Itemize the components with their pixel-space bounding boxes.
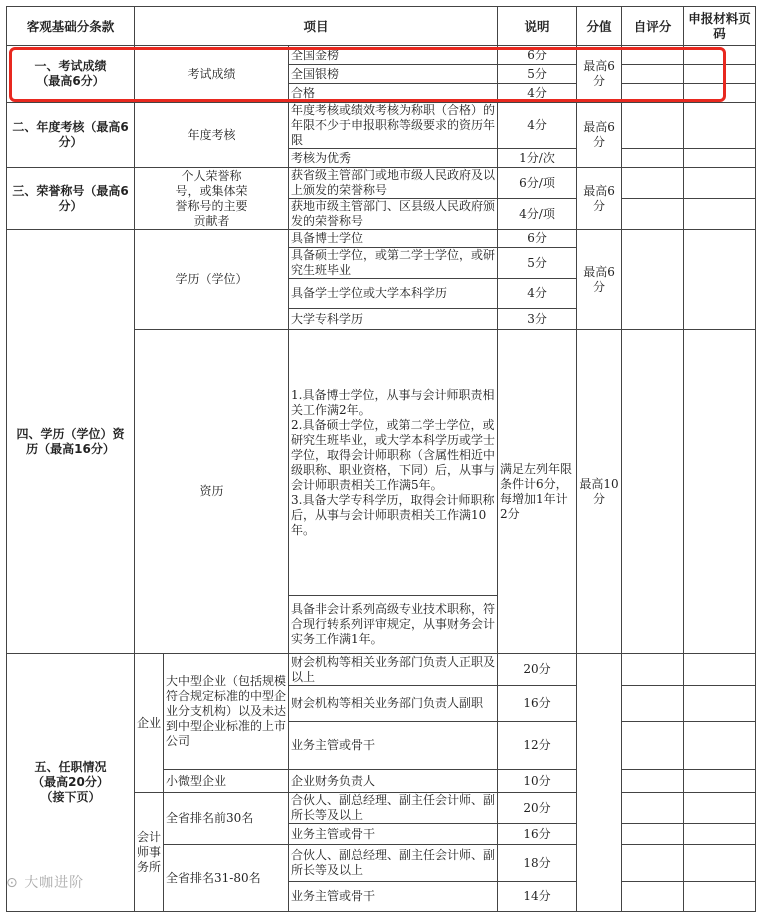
section-1-title: 一、考试成绩 （最高6分） xyxy=(7,46,135,103)
page-number-cell[interactable] xyxy=(684,845,756,882)
section-2-max: 最高6 分 xyxy=(577,103,622,168)
education-max: 最高6 分 xyxy=(577,230,622,330)
item-label: 获地市级主管部门、区县级人民政府颁发的荣誉称号 xyxy=(289,199,498,230)
item-score: 18分 xyxy=(498,845,577,882)
item-score: 20分 xyxy=(498,654,577,686)
item-label: 年度考核或绩效考核为称职（合格）的年限不少于申报职称等级要求的资历年限 xyxy=(289,103,498,149)
section-1-subtitle: 考试成绩 xyxy=(135,46,289,103)
item-label: 业务主管或骨干 xyxy=(289,824,498,845)
page-number-cell[interactable] xyxy=(684,330,756,654)
header-self-score: 自评分 xyxy=(622,7,684,46)
self-score-cell[interactable] xyxy=(622,824,684,845)
item-label: 获省级主管部门或地市级人民政府及以上颁发的荣誉称号 xyxy=(289,168,498,199)
item-label: 业务主管或骨干 xyxy=(289,882,498,912)
self-score-cell[interactable] xyxy=(622,46,684,65)
page-number-cell[interactable] xyxy=(684,230,756,330)
self-score-cell[interactable] xyxy=(622,845,684,882)
self-score-cell[interactable] xyxy=(622,686,684,722)
page-number-cell[interactable] xyxy=(684,686,756,722)
item-label: 大学专科学历 xyxy=(289,309,498,330)
page-number-cell[interactable] xyxy=(684,103,756,149)
section-3-title: 三、荣誉称号（最高6 分） xyxy=(7,168,135,230)
header-item: 项目 xyxy=(135,7,498,46)
page-number-cell[interactable] xyxy=(684,84,756,103)
item-label: 合伙人、副总经理、副主任会计师、副所长等及以上 xyxy=(289,793,498,824)
self-score-cell[interactable] xyxy=(622,330,684,654)
accounting-firm-label: 会计 师事 务所 xyxy=(135,793,164,912)
self-score-cell[interactable] xyxy=(622,84,684,103)
item-label: 具备博士学位 xyxy=(289,230,498,248)
page-number-cell[interactable] xyxy=(684,882,756,912)
item-score: 3分 xyxy=(498,309,577,330)
item-score: 1分/次 xyxy=(498,149,577,168)
experience-max: 最高10 分 xyxy=(577,330,622,654)
section-3-max: 最高6 分 xyxy=(577,168,622,230)
table-row xyxy=(7,654,756,686)
self-score-cell[interactable] xyxy=(622,230,684,330)
experience-conditions: 1.具备博士学位，从事与会计师职责相关工作满2年。 2.具备硕士学位，或第二学士学位，或研究生班毕业，或大学本科学历或学士学位，取得会计师职称（含属性相近中级职称、职业资格，下同）后，从事与会计师职责相关工作满5年。 3.具备大学专科学历，取得会计师职称后，从事与会计师职责相关工作满10年。 xyxy=(289,330,498,596)
section-5-max xyxy=(577,654,622,912)
item-score: 4分/项 xyxy=(498,199,577,230)
item-score: 12分 xyxy=(498,722,577,770)
item-label: 具备硕士学位，或第二学士学位，或研究生班毕业 xyxy=(289,248,498,279)
firm-31-80-desc: 全省排名31-80名 xyxy=(164,845,289,912)
experience-desc: 满足左列年限条件计6分，每增加1年计2分 xyxy=(498,330,577,654)
item-score: 6分 xyxy=(498,46,577,65)
item-score: 16分 xyxy=(498,824,577,845)
item-label: 全国金榜 xyxy=(289,46,498,65)
section-3-subtitle: 个人荣誉称 号，或集体荣 誉称号的主要 贡献者 xyxy=(135,168,289,230)
header-clause: 客观基础分条款 xyxy=(7,7,135,46)
enterprise-label: 企业 xyxy=(135,654,164,793)
self-score-cell[interactable] xyxy=(622,199,684,230)
table-row xyxy=(7,230,756,248)
item-label: 具备学士学位或大学本科学历 xyxy=(289,279,498,309)
item-score: 5分 xyxy=(498,248,577,279)
header-score: 分值 xyxy=(577,7,622,46)
page-number-cell[interactable] xyxy=(684,770,756,793)
watermark-logo-icon: ⊙ xyxy=(6,875,25,891)
item-score: 10分 xyxy=(498,770,577,793)
section-1-max: 最高6 分 xyxy=(577,46,622,103)
item-score: 6分 xyxy=(498,230,577,248)
item-label: 合格 xyxy=(289,84,498,103)
page-number-cell[interactable] xyxy=(684,46,756,65)
header-page-number: 申报材料页码 xyxy=(684,7,756,46)
section-5-title: 五、任职情况 （最高20分） （接下页） xyxy=(7,654,135,912)
self-score-cell[interactable] xyxy=(622,654,684,686)
item-score: 16分 xyxy=(498,686,577,722)
experience-conditions-alt: 具备非会计系列高级专业技术职称，符合现行转系列评审规定，从事财务会计实务工作满1年。 xyxy=(289,596,498,654)
small-enterprise-desc: 小微型企业 xyxy=(164,770,289,793)
large-enterprise-desc: 大中型企业（包括规模符合规定标准的中型企业分支机构）以及未达到中型企业标准的上市公司 xyxy=(164,654,289,770)
self-score-cell[interactable] xyxy=(622,770,684,793)
item-label: 业务主管或骨干 xyxy=(289,722,498,770)
watermark-text: 大咖进阶 xyxy=(24,875,85,891)
page-number-cell[interactable] xyxy=(684,654,756,686)
scoring-table-wrapper xyxy=(6,6,755,912)
table-row xyxy=(7,46,756,65)
table-row xyxy=(7,168,756,199)
page-number-cell[interactable] xyxy=(684,722,756,770)
item-score: 4分 xyxy=(498,279,577,309)
page-number-cell[interactable] xyxy=(684,65,756,84)
item-label: 财会机构等相关业务部门负责人副职 xyxy=(289,686,498,722)
watermark xyxy=(6,872,84,892)
self-score-cell[interactable] xyxy=(622,722,684,770)
section-2-title: 二、年度考核（最高6 分） xyxy=(7,103,135,168)
page-number-cell[interactable] xyxy=(684,824,756,845)
item-label: 企业财务负责人 xyxy=(289,770,498,793)
item-score: 5分 xyxy=(498,65,577,84)
item-score: 20分 xyxy=(498,793,577,824)
item-label: 合伙人、副总经理、副主任会计师、副所长等及以上 xyxy=(289,845,498,882)
self-score-cell[interactable] xyxy=(622,103,684,149)
item-score: 14分 xyxy=(498,882,577,912)
self-score-cell[interactable] xyxy=(622,882,684,912)
experience-subtitle: 资历 xyxy=(135,330,289,654)
page-number-cell[interactable] xyxy=(684,793,756,824)
item-score: 6分/项 xyxy=(498,168,577,199)
self-score-cell[interactable] xyxy=(622,793,684,824)
item-score: 4分 xyxy=(498,84,577,103)
self-score-cell[interactable] xyxy=(622,65,684,84)
table-row xyxy=(7,103,756,149)
self-score-cell[interactable] xyxy=(622,149,684,168)
page-number-cell[interactable] xyxy=(684,168,756,199)
page-number-cell[interactable] xyxy=(684,149,756,168)
item-label: 全国银榜 xyxy=(289,65,498,84)
section-2-subtitle: 年度考核 xyxy=(135,103,289,168)
page-number-cell[interactable] xyxy=(684,199,756,230)
item-score: 4分 xyxy=(498,103,577,149)
header-desc: 说明 xyxy=(498,7,577,46)
item-label: 财会机构等相关业务部门负责人正职及以上 xyxy=(289,654,498,686)
header-row xyxy=(7,7,756,46)
education-subtitle: 学历（学位） xyxy=(135,230,289,330)
firm-top30-desc: 全省排名前30名 xyxy=(164,793,289,845)
item-label: 考核为优秀 xyxy=(289,149,498,168)
scoring-table xyxy=(6,6,756,912)
self-score-cell[interactable] xyxy=(622,168,684,199)
section-4-title: 四、学历（学位）资 历（最高16分） xyxy=(7,230,135,654)
